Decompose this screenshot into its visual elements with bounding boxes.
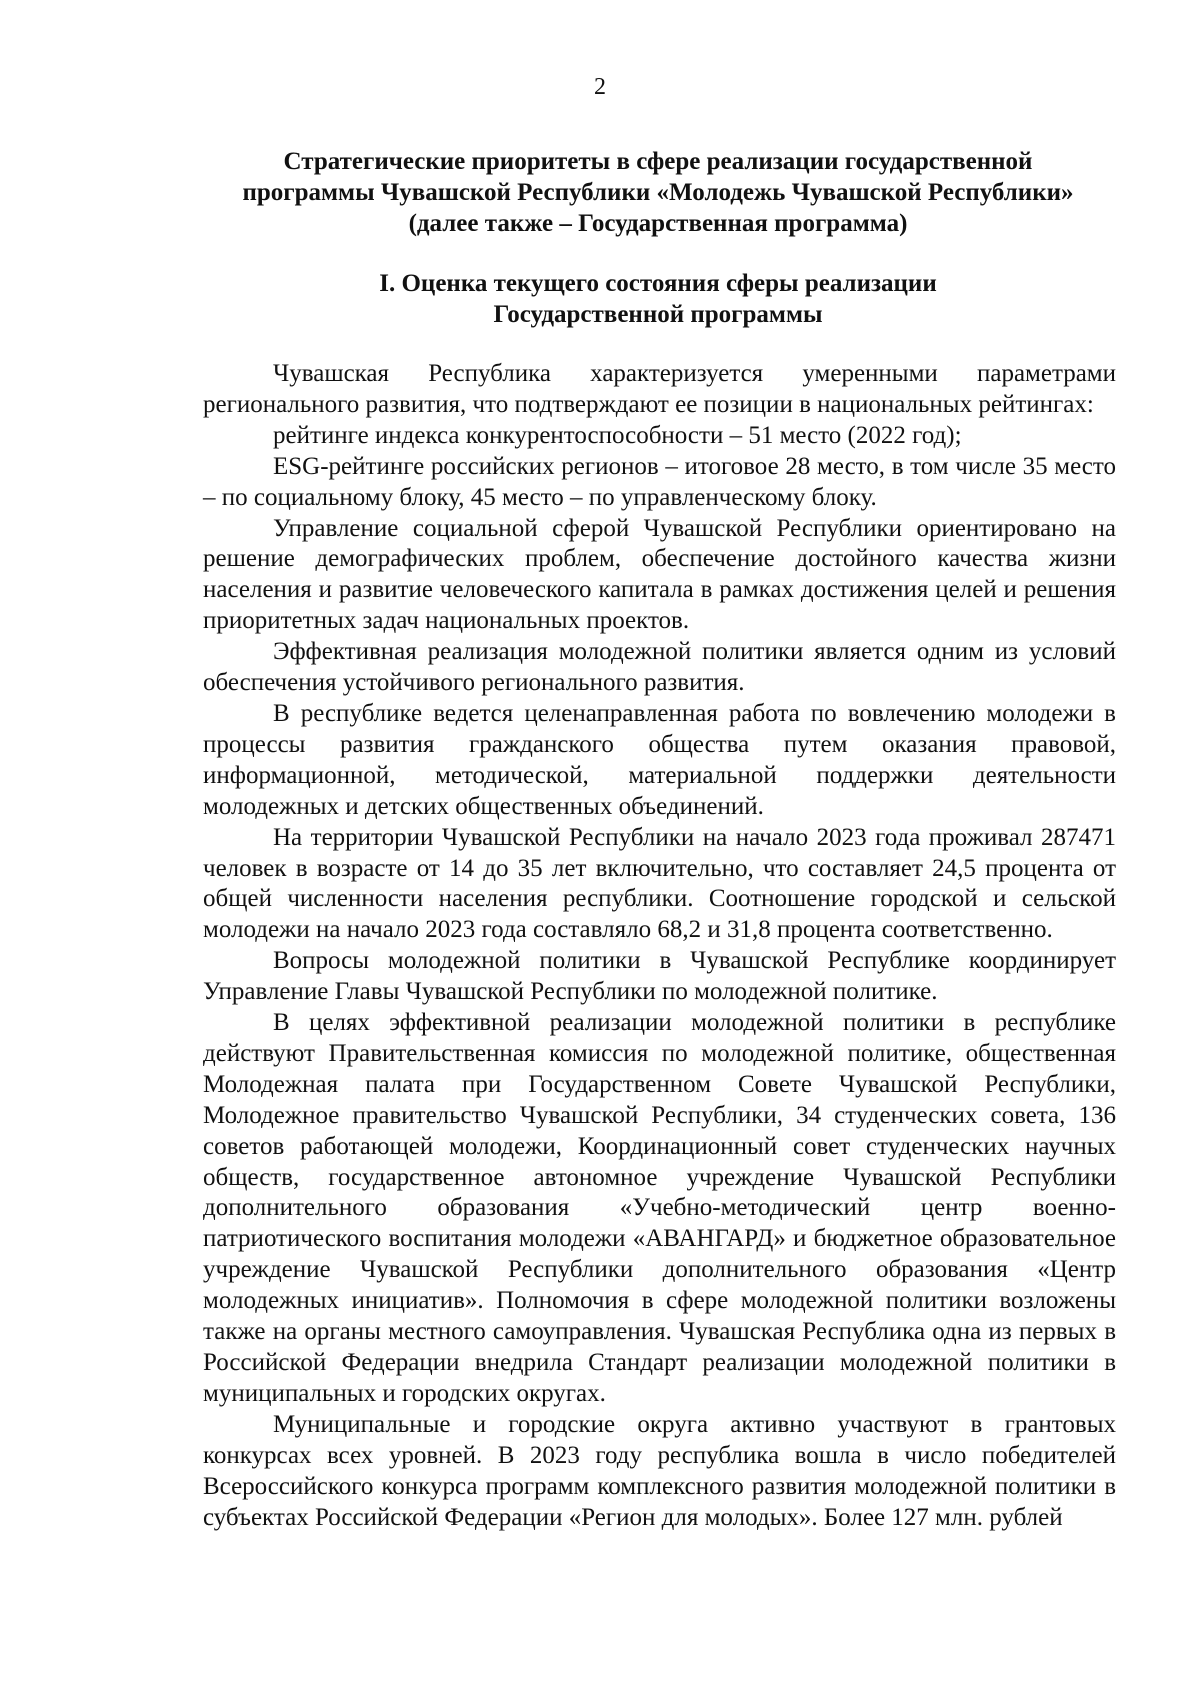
section-heading-line: Государственной программы [493,301,823,328]
page-number: 2 [594,74,606,100]
title-line: Стратегические приоритеты в сфере реализации государственной [283,148,1033,175]
document-title [200,146,1116,239]
paragraph: На территории Чувашской Республики на начало 2023 года проживал 287471 человек в возрасте от 14 до 35 лет включительно, что составляет 24,5 процента от общей численности населения республики. Соотношение городской и сельской молодежи на начало 2023 года составляло 68,2 и 31,8 процента соответственно. [203,823,1116,944]
title-line: программы Чувашской Республики «Молодежь Чувашской Республики» [242,179,1074,206]
paragraph: ESG-рейтинге российских регионов – итоговое 28 место, в том числе 35 место – по социальному блоку, 45 место – по управленческому блоку. [203,452,1116,511]
section-heading-line: I. Оценка текущего состояния сферы реализации [379,270,937,297]
section-body [203,359,1116,1533]
paragraph: Эффективная реализация молодежной политики является одним из условий обеспечения устойчивого регионального развития. [203,638,1116,697]
title-line: (далее также – Государственная программа) [408,210,908,237]
paragraph: Вопросы молодежной политики в Чувашской Республике координирует Управление Главы Чувашской Республики по молодежной политике. [203,947,1116,1006]
paragraph: Чувашская Республика характеризуется умеренными параметрами регионального развития, что подтверждают ее позиции в национальных рейтингах: [203,360,1116,418]
paragraph: Муниципальные и городские округа активно участвуют в грантовых конкурсах всех уровней. В 2023 году республика вошла в число победителей Всероссийского конкурса программ комплексного развития молодежной политики в субъектах Российской Федерации «Регион для молодых». Более 127 млн. рублей [203,1410,1116,1531]
paragraph: В целях эффективной реализации молодежной политики в республике действуют Правительственная комиссия по молодежной политике, общественная Молодежная палата при Государственном Совете Чувашской Республики, Молодежное правительство Чувашской Республики, 34 студенческих совета, 136 советов работающей молодежи, Координационный совет студенческих научных обществ, государственное автономное учреждение Чувашской Республики дополнительного образования «Учебно-методический центр военно-патриотического воспитания молодежи «АВАНГАРД» и бюджетное образовательное учреждение Чувашской Республики дополнительного образования «Центр молодежных инициатив». Полномочия в сфере молодежной политики возложены также на органы местного самоуправления. Чувашская Республика одна из первых в Российской Федерации внедрила Стандарт реализации молодежной политики в муниципальных и городских округах. [203,1009,1116,1407]
paragraph: Управление социальной сферой Чувашской Республики ориентировано на решение демографических проблем, обеспечение достойного качества жизни населения и развитие человеческого капитала в рамках достижения целей и решения приоритетных задач национальных проектов. [203,514,1116,635]
section-heading [200,268,1116,330]
paragraph: В республике ведется целенаправленная работа по вовлечению молодежи в процессы развития гражданского общества путем оказания правовой, информационной, методической, материальной поддержки деятельности молодежных и детских общественных объединений. [203,699,1116,820]
paragraph: рейтинге индекса конкурентоспособности – 51 место (2022 год); [273,421,962,449]
